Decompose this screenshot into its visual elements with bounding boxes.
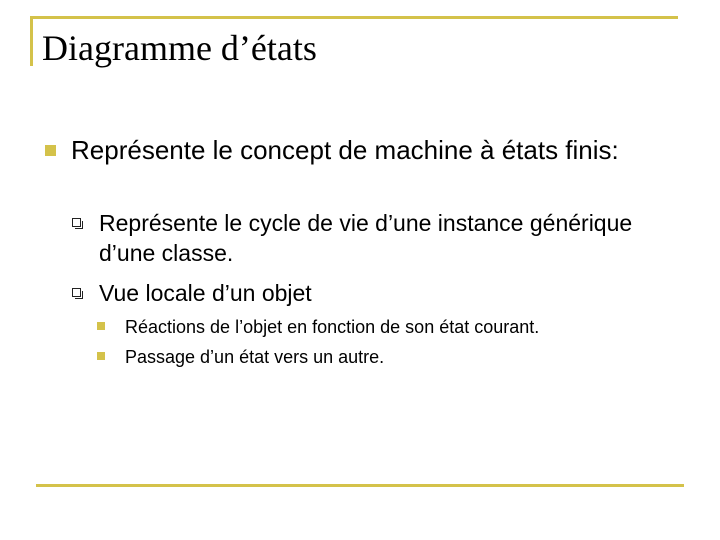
hollow-box-bullet-icon bbox=[72, 218, 81, 227]
bullet-level1: Représente le concept de machine à états finis: bbox=[71, 135, 619, 165]
slide-title: Diagramme d’états bbox=[42, 28, 317, 68]
hollow-box-bullet-icon bbox=[72, 288, 81, 297]
top-rule bbox=[30, 16, 678, 19]
filled-square-bullet-icon bbox=[45, 145, 56, 156]
filled-square-bullet-icon bbox=[97, 352, 105, 360]
bottom-rule bbox=[36, 484, 684, 487]
bullet-level2-local-view: Vue locale d’un objet bbox=[99, 280, 312, 306]
bullet-level3-reactions: Réactions de l’objet en fonction de son état courant. bbox=[125, 317, 540, 337]
bullet-level3-transition: Passage d’un état vers un autre. bbox=[125, 347, 385, 367]
left-rule bbox=[30, 16, 33, 66]
bullet-level2-lifecycle: Représente le cycle de vie d’une instance générique d’une classe. bbox=[99, 210, 633, 266]
filled-square-bullet-icon bbox=[97, 322, 105, 330]
